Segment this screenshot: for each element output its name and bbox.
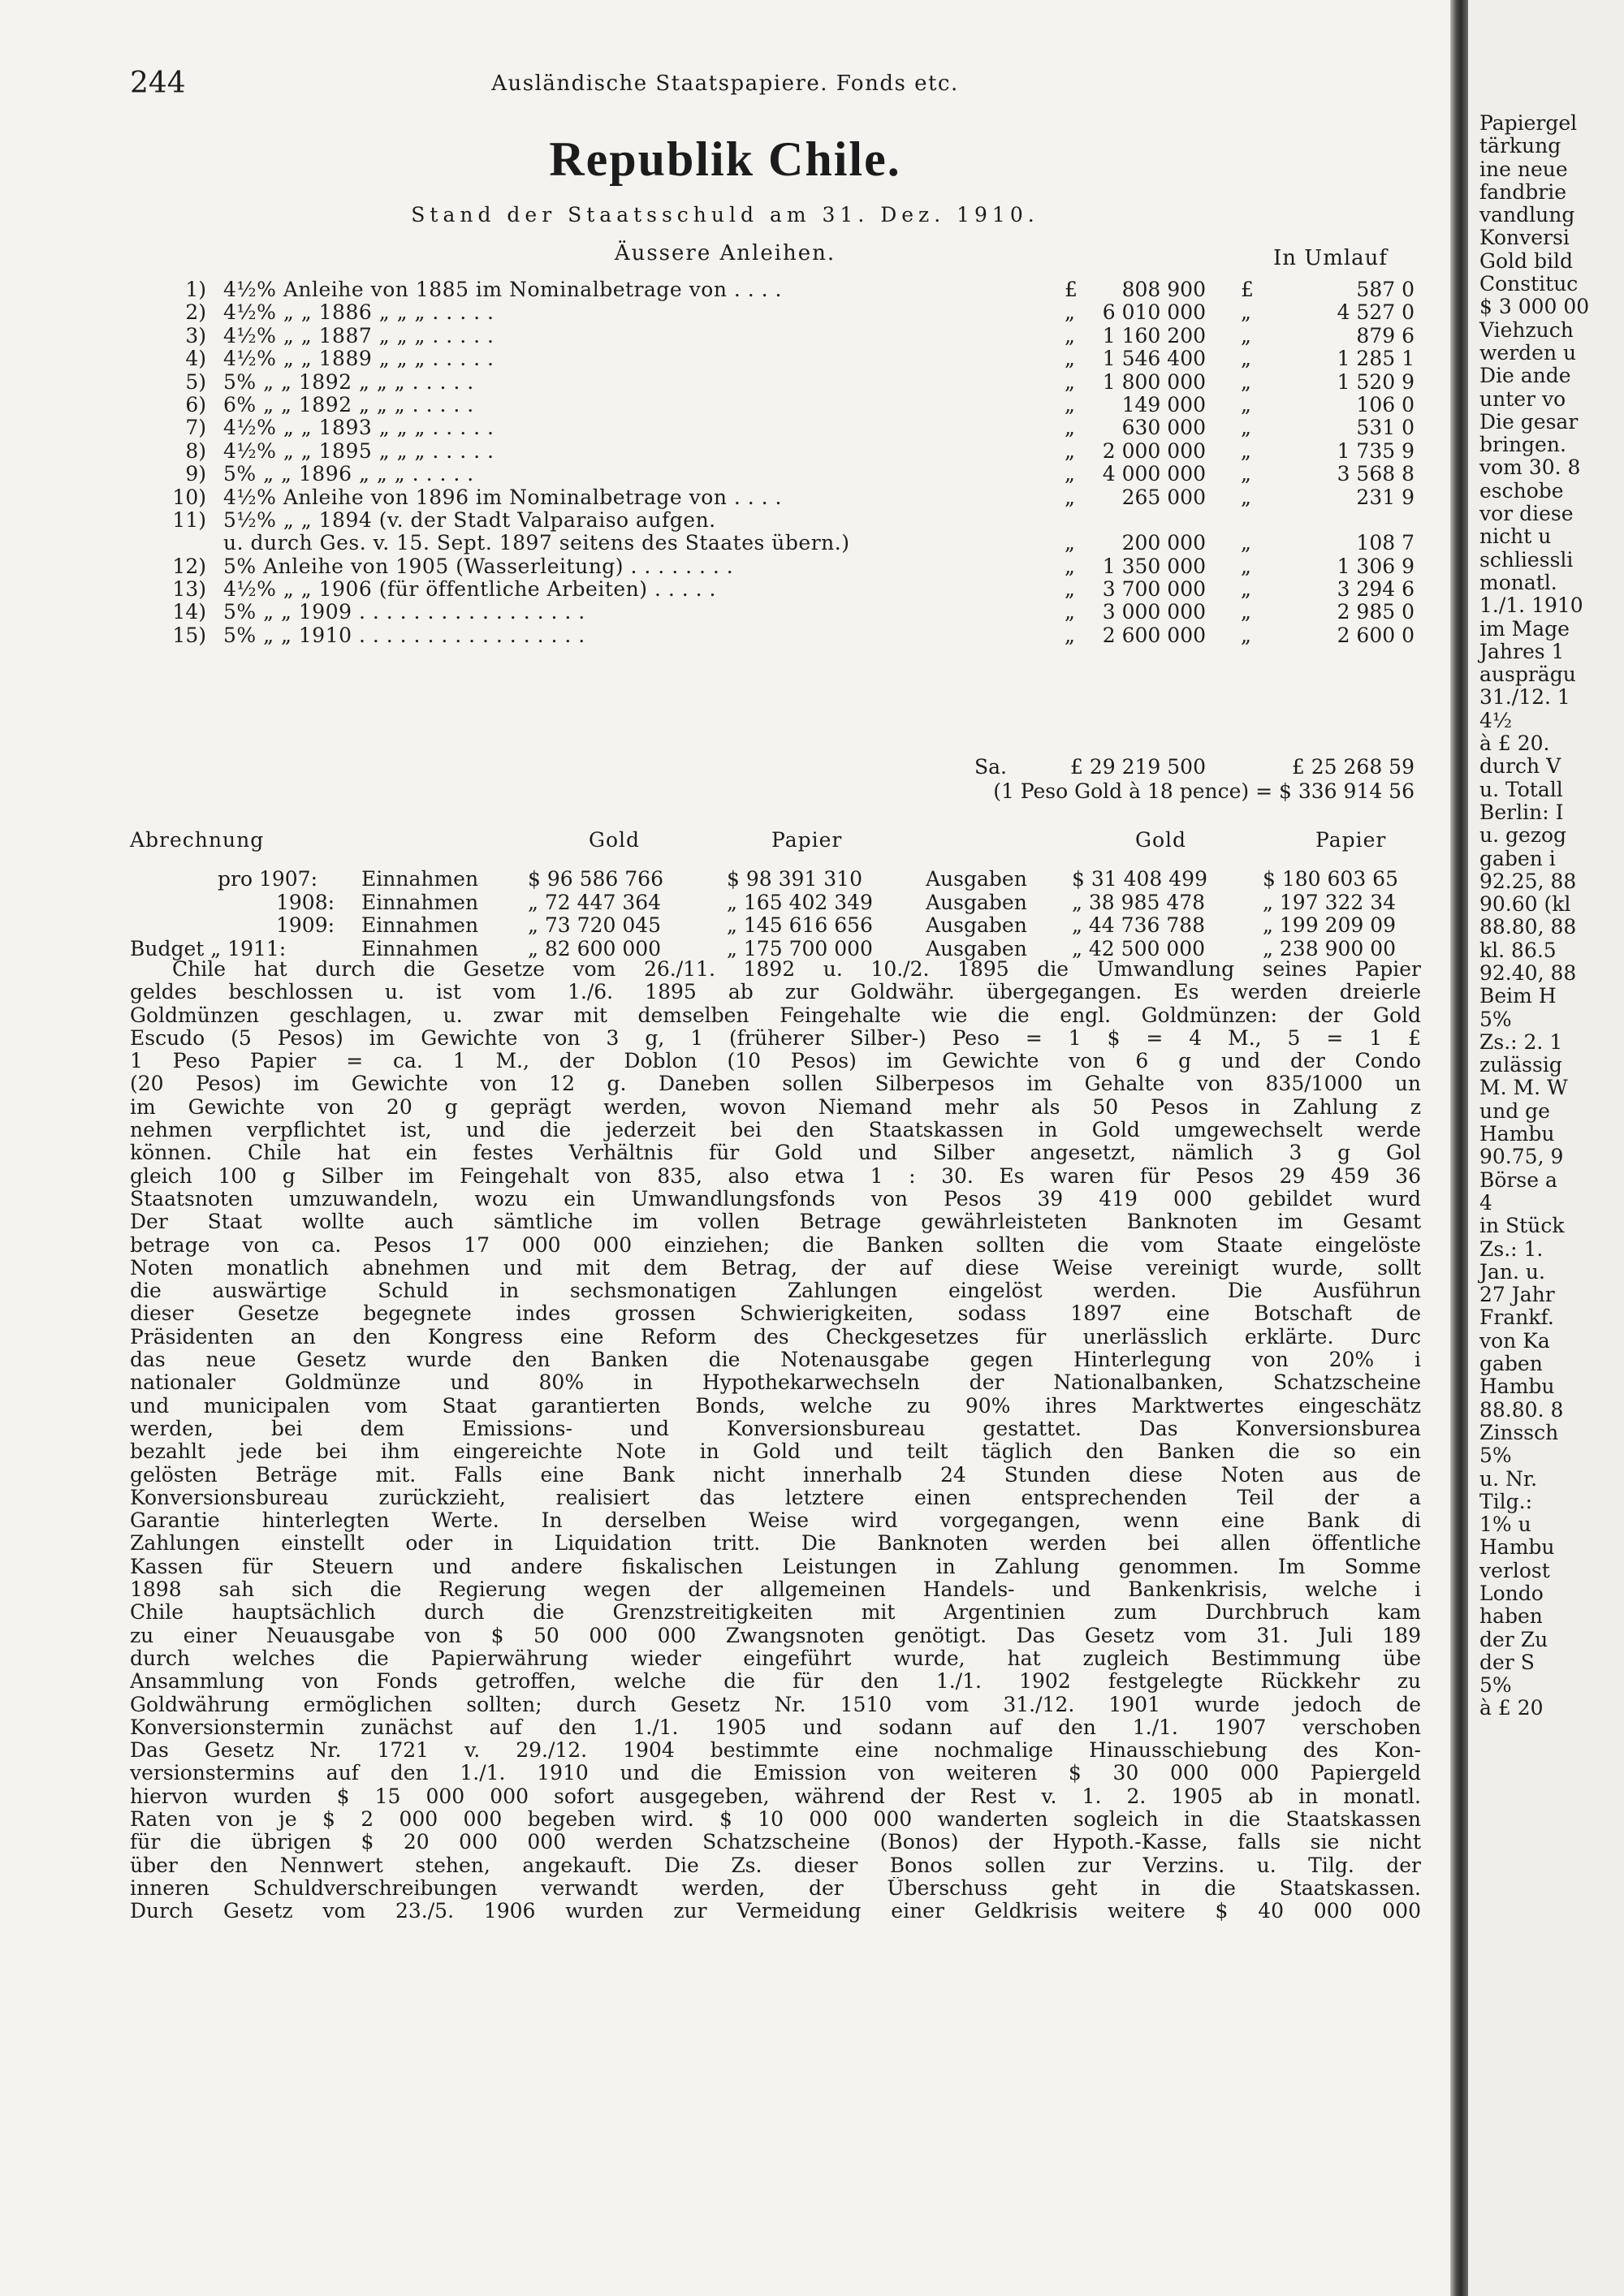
loan-circulation: 531 0 — [1356, 416, 1415, 440]
loan-row — [130, 531, 1421, 554]
loan-number: 5) — [185, 369, 206, 394]
budget-expense-label: Ausgaben — [926, 913, 1027, 937]
loan-currency: „ — [1065, 323, 1075, 347]
body-line: Präsidenten an den Kongress eine Reform des Checkgesetzes für unerlässlich erklärte. Durc — [130, 1325, 1421, 1349]
right-column-line: Tilg.: — [1479, 1489, 1533, 1513]
loan-row — [130, 508, 1421, 531]
loan-row — [130, 486, 1421, 508]
loan-description: 5% „ „ 1910 . . . . . . . . . . . . . . . . . — [223, 623, 585, 647]
right-column-line: unter vo — [1479, 386, 1566, 411]
loan-description: 4½% „ „ 1893 „ „ „ . . . . . — [223, 416, 495, 440]
right-column-line: nicht u — [1479, 524, 1552, 549]
loan-number: 14) — [172, 600, 206, 624]
loan-currency: „ — [1065, 485, 1075, 509]
body-line: das neue Gesetz wurde den Banken die Notenausgabe gegen Hinterlegung von 20% i — [130, 1349, 1421, 1372]
body-line: betrage von ca. Pesos 17 000 000 einziehen; die Banken sollten die vom Staate eingelöste — [130, 1233, 1421, 1257]
body-line: nehmen verpflichtet ist, und die jederzeit bei den Staatskassen in Gold umgewechselt werde — [130, 1119, 1421, 1142]
loan-row — [130, 462, 1421, 485]
loan-nominal: 1 350 000 — [1102, 554, 1206, 578]
loan-nominal: 808 900 — [1121, 278, 1206, 301]
right-column-line: ausprägu — [1479, 662, 1576, 687]
loan-description: 5% „ „ 1909 . . . . . . . . . . . . . . . . . — [223, 600, 585, 624]
body-line: Der Staat wollte auch sämtliche im vollen Betrage gewährleisteten Banknoten im Gesamt — [130, 1211, 1421, 1234]
budget-expense-label: Ausgaben — [926, 867, 1027, 891]
loan-circulation: 3 294 6 — [1337, 577, 1415, 602]
budget-income-papier: „ 145 616 656 — [727, 913, 873, 937]
loan-circulation-currency: „ — [1241, 369, 1251, 394]
body-line: Chile hauptsächlich durch die Grenzstreitigkeiten mit Argentinien zum Durchbruch kam — [130, 1601, 1421, 1625]
loan-circulation: 879 6 — [1356, 323, 1415, 347]
loan-description: 5% „ „ 1896 „ „ „ . . . . . — [223, 462, 474, 486]
right-column-line: 90.60 (kl — [1479, 892, 1571, 917]
body-line: über den Nennwert stehen, angekauft. Die Zs. dieser Bonos sollen zur Verzins. u. Tilg. der — [130, 1854, 1421, 1877]
loan-number: 7) — [185, 416, 206, 440]
page-title: Republik Chile. — [549, 132, 901, 186]
loan-currency: „ — [1065, 416, 1075, 440]
loan-currency: „ — [1065, 554, 1075, 578]
loan-number: 9) — [185, 462, 206, 486]
loan-number: 10) — [172, 485, 206, 509]
right-column-line: haben — [1479, 1604, 1543, 1629]
loan-description: 5% „ „ 1892 „ „ „ . . . . . — [223, 369, 474, 394]
loan-circulation: 231 9 — [1356, 485, 1415, 509]
loan-description: 4½% „ „ 1887 „ „ „ . . . . . — [223, 323, 495, 347]
budget-row — [130, 913, 1421, 937]
right-column-line: Papiergel — [1479, 111, 1578, 135]
right-column-line: u. gezog — [1479, 823, 1567, 848]
body-line: Garantie hinterlegten Werte. In derselben Weise wird vorgegangen, wenn eine Bank di — [130, 1509, 1421, 1533]
body-line: bezahlt jede bei ihm eingereichte Note in Gold und teilt täglich den Banken die so ein — [130, 1440, 1421, 1464]
loan-currency: „ — [1065, 369, 1075, 394]
right-column-line: 5% — [1479, 1673, 1512, 1698]
body-line: gelösten Beträge mit. Falls eine Bank nicht innerhalb 24 Stunden diese Noten aus de — [130, 1463, 1421, 1487]
budget-header-papier-2: Papier — [1315, 828, 1387, 852]
loan-row — [130, 347, 1421, 369]
budget-income-gold: „ 73 720 045 — [528, 913, 662, 937]
budget-year: 1909: — [276, 913, 335, 937]
body-line: Konversionsbureau zurückzieht, realisiert das letztere einen entsprechenden Teil der a — [130, 1486, 1421, 1509]
loan-currency: „ — [1065, 438, 1075, 463]
body-line: gleich 100 g Silber im Feingehalt von 835, also etwa 1 : 30. Es waren für Pesos 29 459 36 — [130, 1164, 1421, 1188]
budget-row — [130, 891, 1421, 914]
body-line: nationaler Goldmünze und 80% in Hypothekarwechseln der Nationalbanken, Schatzscheine — [130, 1371, 1421, 1395]
body-line: Raten von je $ 2 000 000 begeben wird. $ 10 000 000 wanderten sogleich in die Staatskassen — [130, 1807, 1421, 1831]
right-column-line: eschobe — [1479, 478, 1564, 503]
loan-circulation: 1 306 9 — [1337, 554, 1415, 578]
body-line: 1 Peso Papier = ca. 1 M., der Doblon (10 Pesos) im Gewichte von 6 g und der Condo — [130, 1050, 1421, 1073]
body-line: inneren Schuldverschreibungen verwandt werden, der Überschuss geht in die Staatskassen. — [130, 1876, 1421, 1900]
section-heading: Äussere Anleihen. — [614, 241, 836, 265]
loan-circulation-currency: „ — [1241, 600, 1251, 624]
budget-income-papier: „ 175 700 000 — [727, 936, 873, 960]
body-line: Goldmünzen geschlagen, u. zwar mit demselben Feingehalte wie die engl. Goldmünzen: der Gold — [130, 1003, 1421, 1027]
right-column-line: der Zu — [1479, 1627, 1548, 1651]
body-line: versionstermins auf den 1./1. 1910 und die Emission von weiteren $ 30 000 000 Papiergeld — [130, 1762, 1421, 1785]
right-column-line: 1% u — [1479, 1513, 1531, 1537]
right-column-line: M. M. W — [1479, 1076, 1568, 1100]
right-column-line: 27 Jahr — [1479, 1283, 1555, 1307]
loan-currency: „ — [1065, 300, 1075, 325]
loan-nominal: 200 000 — [1121, 531, 1206, 555]
loan-currency: „ — [1065, 392, 1075, 416]
body-line: Chile hat durch die Gesetze vom 26./11. 1892 u. 10./2. 1895 die Umwandlung seines Papier — [172, 958, 1421, 981]
loan-row — [130, 370, 1421, 393]
body-line: Escudo (5 Pesos) im Gewichte von 3 g, 1 (früherer Silber-) Peso = 1 $ = 4 M., 5 = 1 £ — [130, 1026, 1421, 1050]
loan-circulation-currency: „ — [1241, 531, 1251, 555]
loan-number: 4) — [185, 347, 206, 371]
loan-nominal: 6 010 000 — [1102, 300, 1206, 325]
right-column-line: ine neue — [1479, 157, 1568, 181]
budget-row — [130, 867, 1421, 891]
loan-description: 4½% „ „ 1906 (für öffentliche Arbeiten) . . . . . — [223, 577, 717, 602]
loan-circulation-currency: „ — [1241, 485, 1251, 509]
loan-row — [130, 600, 1421, 623]
budget-income-label: Einnahmen — [361, 867, 479, 891]
budget-income-papier: $ 98 391 310 — [727, 867, 862, 891]
budget-income-papier: „ 165 402 349 — [727, 890, 873, 914]
body-line: Ansammlung von Fonds getroffen, welche die für den 1./1. 1902 festgelegte Rückkehr zu — [130, 1670, 1421, 1694]
budget-income-label: Einnahmen — [361, 890, 479, 914]
body-line: durch welches die Papierwährung wieder eingeführt wurde, hat zugleich Bestimmung übe — [130, 1646, 1421, 1670]
right-column-line: monatl. — [1479, 570, 1557, 594]
budget-year: Budget „ 1911: — [130, 936, 287, 960]
budget-table — [130, 867, 1421, 960]
right-column-line: gaben i — [1479, 846, 1556, 870]
loan-row — [130, 393, 1421, 416]
loan-currency: „ — [1065, 577, 1075, 602]
right-column-line: 88.80, 88 — [1479, 915, 1577, 939]
loan-number: 11) — [172, 507, 206, 532]
circulation-header: In Umlauf — [1273, 246, 1389, 270]
body-line: Das Gesetz Nr. 1721 v. 29./12. 1904 bestimmte eine nochmalige Hinausschiebung des Kon- — [130, 1739, 1421, 1763]
totals-circulation: £ 25 268 59 — [1291, 755, 1415, 779]
budget-expense-label: Ausgaben — [926, 936, 1027, 960]
budget-year: pro 1907: — [218, 867, 317, 891]
loan-nominal: 2 600 000 — [1102, 623, 1206, 647]
loan-circulation-currency: £ — [1241, 278, 1254, 301]
loan-currency: „ — [1065, 623, 1075, 647]
budget-year: 1908: — [276, 890, 335, 914]
budget-expense-papier: „ 238 900 00 — [1263, 936, 1397, 960]
body-line: geldes beschlossen u. ist vom 1./6. 1895 ab zur Goldwähr. übergegangen. Es werden dreierle — [130, 981, 1421, 1004]
right-column-line: $ 3 000 00 — [1479, 295, 1590, 319]
loan-circulation: 108 7 — [1356, 531, 1415, 555]
budget-expense-gold: $ 31 408 499 — [1072, 867, 1207, 891]
right-column-line: 92.25, 88 — [1479, 869, 1577, 893]
right-column-line: 1./1. 1910 — [1479, 593, 1583, 618]
loan-nominal: 1 160 200 — [1102, 323, 1206, 347]
loan-nominal: 1 800 000 — [1102, 369, 1206, 394]
loan-number: 6) — [185, 392, 206, 416]
right-column-line: gaben — [1479, 1352, 1543, 1376]
budget-expense-gold: „ 44 736 788 — [1072, 913, 1206, 937]
right-column-line: verlost — [1479, 1558, 1550, 1582]
body-line: Konversionstermin zunächst auf den 1./1. 1905 und sodann auf den 1./1. 1907 verschoben — [130, 1716, 1421, 1739]
body-line: werden, bei dem Emissions- und Konversionsbureau gestattet. Das Konversionsburea — [130, 1417, 1421, 1440]
budget-income-gold: „ 72 447 364 — [528, 890, 662, 914]
right-column-line: 5% — [1479, 1007, 1512, 1031]
right-column-line: Die ande — [1479, 364, 1571, 388]
body-line: (20 Pesos) im Gewichte von 12 g. Daneben sollen Silberpesos im Gehalte von 835/1000 un — [130, 1072, 1421, 1096]
right-column-line: Gold bild — [1479, 248, 1573, 273]
loan-description: 4½% „ „ 1889 „ „ „ . . . . . — [223, 347, 495, 371]
right-column-line: à £ 20 — [1479, 1696, 1544, 1720]
body-line: die auswärtige Schuld in sechsmonatigen Zahlungen eingelöst werden. Die Ausführun — [130, 1280, 1421, 1303]
right-column-line: Berlin: I — [1479, 800, 1564, 824]
budget-row — [130, 937, 1421, 960]
loan-circulation-currency: „ — [1241, 438, 1251, 463]
right-column-line: Constituc — [1479, 272, 1579, 296]
loan-circulation-currency: „ — [1241, 577, 1251, 602]
loan-circulation: 587 0 — [1356, 278, 1415, 301]
right-column-line: 92.40, 88 — [1479, 960, 1577, 985]
loan-currency: „ — [1065, 531, 1075, 555]
right-column-line: Hambu — [1479, 1375, 1555, 1399]
loan-row — [130, 324, 1421, 347]
right-column-line: u. Totall — [1479, 777, 1563, 801]
right-column-line: Frankf. — [1479, 1306, 1554, 1330]
right-column-line: in Stück — [1479, 1214, 1565, 1238]
loan-row — [130, 278, 1421, 300]
body-line: zu einer Neuausgabe von $ 50 000 000 Zwangsnoten genötigt. Das Gesetz vom 31. Juli 189 — [130, 1624, 1421, 1647]
budget-income-label: Einnahmen — [361, 913, 479, 937]
right-column-line: schliessli — [1479, 547, 1574, 572]
budget-header-label: Abrechnung — [130, 828, 265, 852]
loan-circulation-currency: „ — [1241, 623, 1251, 647]
right-column-line: 31./12. 1 — [1479, 685, 1570, 710]
book-gutter — [1450, 0, 1468, 2296]
right-column-line: vor diese — [1479, 502, 1574, 526]
loan-row — [130, 300, 1421, 323]
loan-circulation-currency: „ — [1241, 392, 1251, 416]
budget-header-gold-2: Gold — [1135, 828, 1187, 852]
right-column-line: im Mage — [1479, 616, 1570, 641]
loan-description: 4½% „ „ 1886 „ „ „ . . . . . — [223, 300, 495, 325]
loan-circulation: 1 735 9 — [1337, 438, 1415, 463]
budget-expense-gold: „ 38 985 478 — [1072, 890, 1206, 914]
budget-expense-papier: $ 180 603 65 — [1263, 867, 1398, 891]
loan-description: 6% „ „ 1892 „ „ „ . . . . . — [223, 392, 474, 416]
loan-circulation-currency: „ — [1241, 347, 1251, 371]
right-column-line: Zinssch — [1479, 1420, 1559, 1444]
loan-row — [130, 416, 1421, 438]
right-column-line: von Ka — [1479, 1328, 1550, 1353]
loan-table — [130, 278, 1421, 646]
loan-number: 3) — [185, 323, 206, 347]
loan-currency: „ — [1065, 462, 1075, 486]
loan-circulation: 1 520 9 — [1337, 369, 1415, 394]
right-column-text — [1479, 112, 1589, 1720]
budget-income-gold: „ 82 600 000 — [528, 936, 662, 960]
right-column-line: à £ 20. — [1479, 732, 1550, 756]
totals-nominal: £ 29 219 500 — [1070, 755, 1206, 779]
right-column-line: u. Nr. — [1479, 1466, 1538, 1491]
body-line: und municipalen vom Staat garantierten Bonds, welche zu 90% ihres Marktwertes eingeschätz — [130, 1394, 1421, 1418]
body-line: Zahlungen einstellt oder in Liquidation tritt. Die Banknoten werden bei allen öffentliche — [130, 1532, 1421, 1556]
loan-circulation: 106 0 — [1356, 392, 1415, 416]
body-line: im Gewichte von 20 g geprägt werden, wovon Niemand mehr als 50 Pesos in Zahlung z — [130, 1095, 1421, 1119]
budget-income-gold: $ 96 586 766 — [528, 867, 663, 891]
loan-circulation: 4 527 0 — [1337, 300, 1415, 325]
right-column-line: fandbrie — [1479, 179, 1567, 204]
loan-circulation-currency: „ — [1241, 416, 1251, 440]
loan-circulation: 2 985 0 — [1337, 600, 1415, 624]
running-head: Ausländische Staatspapiere. Fonds etc. — [491, 71, 959, 96]
body-line: für die übrigen $ 20 000 000 werden Schatzscheine (Bonos) der Hypoth.-Kasse, falls sie nicht — [130, 1831, 1421, 1854]
right-column-line: Jan. u. — [1479, 1259, 1545, 1284]
loan-circulation-currency: „ — [1241, 323, 1251, 347]
loan-nominal: 4 000 000 — [1102, 462, 1206, 486]
body-line: Kassen für Steuern und andere fiskalischen Leistungen in Zahlung genommen. Im Somme — [130, 1555, 1421, 1578]
totals-label: Sa. — [974, 755, 1007, 779]
right-column-line: Zs.: 2. 1 — [1479, 1029, 1563, 1054]
loan-circulation: 2 600 0 — [1337, 623, 1415, 647]
body-line: Durch Gesetz vom 23./5. 1906 wurden zur Vermeidung einer Geldkrisis weitere $ 40 000 000 — [130, 1900, 1421, 1923]
loan-description: 5% Anleihe von 1905 (Wasserleitung) . . . . . . . . — [223, 554, 734, 578]
right-column-line: zulässig — [1479, 1053, 1562, 1077]
right-column-line: werden u — [1479, 340, 1577, 365]
loan-row — [130, 555, 1421, 577]
right-column-line: 88.80. 8 — [1479, 1397, 1564, 1422]
body-line: 1898 sah sich die Regierung wegen der allgemeinen Handels- und Bankenkrisis, welche i — [130, 1578, 1421, 1602]
right-column-line: 5% — [1479, 1444, 1512, 1468]
subtitle: Stand der Staatsschuld am 31. Dez. 1910. — [411, 203, 1039, 227]
budget-expense-papier: „ 199 209 09 — [1263, 913, 1397, 937]
right-column-line: Londo — [1479, 1582, 1544, 1605]
loan-number: 1) — [185, 278, 206, 301]
right-column-line: Die gesar — [1479, 409, 1579, 434]
loan-row — [130, 439, 1421, 462]
loan-currency: „ — [1065, 600, 1075, 624]
page-number: 244 — [130, 67, 186, 100]
budget-income-label: Einnahmen — [361, 936, 479, 960]
body-line: dieser Gesetze begegnete indes grossen Schwierigkeiten, sodass 1897 eine Botschaft de — [130, 1302, 1421, 1326]
loan-nominal: 1 546 400 — [1102, 347, 1206, 371]
loan-circulation-currency: „ — [1241, 554, 1251, 578]
body-line: hiervon wurden $ 15 000 000 sofort ausgegeben, während der Rest v. 1. 2. 1905 ab in monatl. — [130, 1785, 1421, 1808]
right-column-line: Börse a — [1479, 1167, 1557, 1192]
loan-number: 13) — [172, 577, 206, 602]
right-column-line: Konversi — [1479, 226, 1570, 250]
right-column-line: tärkung — [1479, 134, 1561, 158]
right-column-line: Hambu — [1479, 1535, 1555, 1560]
loan-nominal: 3 000 000 — [1102, 600, 1206, 624]
loan-nominal: 3 700 000 — [1102, 577, 1206, 602]
body-line: Staatsnoten umzuwandeln, wozu ein Umwandlungsfonds von Pesos 39 419 000 gebildet wurd — [130, 1187, 1421, 1211]
right-column-line: 4 — [1479, 1190, 1492, 1215]
loan-number: 2) — [185, 300, 206, 325]
body-line: Noten monatlich abnehmen und mit dem Betrag, der auf diese Weise vereinigt wurde, sollt — [130, 1256, 1421, 1280]
loan-row — [130, 577, 1421, 600]
right-column-line: der S — [1479, 1650, 1535, 1674]
peso-conversion: (1 Peso Gold à 18 pence) = $ 336 914 56 — [993, 779, 1415, 803]
right-column-line: und ge — [1479, 1098, 1550, 1123]
loan-currency: „ — [1065, 347, 1075, 371]
right-column-line: bringen. — [1479, 433, 1566, 457]
budget-header-papier: Papier — [771, 828, 843, 852]
right-column-line: durch V — [1479, 754, 1561, 779]
loan-description: 5½% „ „ 1894 (v. der Stadt Valparaiso aufgen. — [223, 507, 716, 532]
loan-row — [130, 624, 1421, 646]
right-column-line: Hambu — [1479, 1122, 1555, 1146]
budget-header-gold: Gold — [589, 828, 641, 852]
loan-circulation: 3 568 8 — [1337, 462, 1415, 486]
right-column-line: Zs.: 1. — [1479, 1236, 1544, 1261]
right-column-line: 4½ — [1479, 708, 1513, 732]
loan-circulation-currency: „ — [1241, 300, 1251, 325]
right-column-line: 90.75, 9 — [1479, 1145, 1564, 1169]
right-page-fragment — [1468, 0, 1624, 2296]
loan-number: 8) — [185, 438, 206, 463]
loan-nominal: 265 000 — [1121, 485, 1206, 509]
loan-nominal: 630 000 — [1121, 416, 1206, 440]
budget-expense-label: Ausgaben — [926, 890, 1027, 914]
loan-description: 4½% Anleihe von 1885 im Nominalbetrage von . . . . — [223, 278, 782, 301]
loan-circulation-currency: „ — [1241, 462, 1251, 486]
right-column-line: vandlung — [1479, 203, 1575, 227]
loan-description: u. durch Ges. v. 15. Sept. 1897 seitens des Staates übern.) — [223, 531, 850, 555]
body-line: Goldwährung ermöglichen sollten; durch Gesetz Nr. 1510 vom 31./12. 1901 wurde jedoch de — [130, 1693, 1421, 1716]
loan-description: 4½% Anleihe von 1896 im Nominalbetrage von . . . . — [223, 485, 782, 509]
loan-number: 15) — [172, 623, 206, 647]
budget-expense-gold: „ 42 500 000 — [1072, 936, 1206, 960]
right-column-line: Viehzuch — [1479, 317, 1574, 342]
right-column-line: Jahres 1 — [1479, 639, 1565, 663]
loan-number: 12) — [172, 554, 206, 578]
loan-description: 4½% „ „ 1895 „ „ „ . . . . . — [223, 438, 495, 463]
loan-nominal: 149 000 — [1121, 392, 1206, 416]
right-column-line: Beim H — [1479, 984, 1557, 1008]
body-line: können. Chile hat ein festes Verhältnis für Gold und Silber angesetzt, nämlich 3 g Gol — [130, 1142, 1421, 1165]
budget-expense-papier: „ 197 322 34 — [1263, 890, 1397, 914]
right-column-line: vom 30. 8 — [1479, 455, 1581, 480]
body-text — [130, 958, 1421, 1923]
loan-circulation: 1 285 1 — [1337, 347, 1415, 371]
loan-nominal: 2 000 000 — [1102, 438, 1206, 463]
right-column-line: kl. 86.5 — [1479, 938, 1557, 962]
loan-currency: £ — [1065, 278, 1078, 301]
